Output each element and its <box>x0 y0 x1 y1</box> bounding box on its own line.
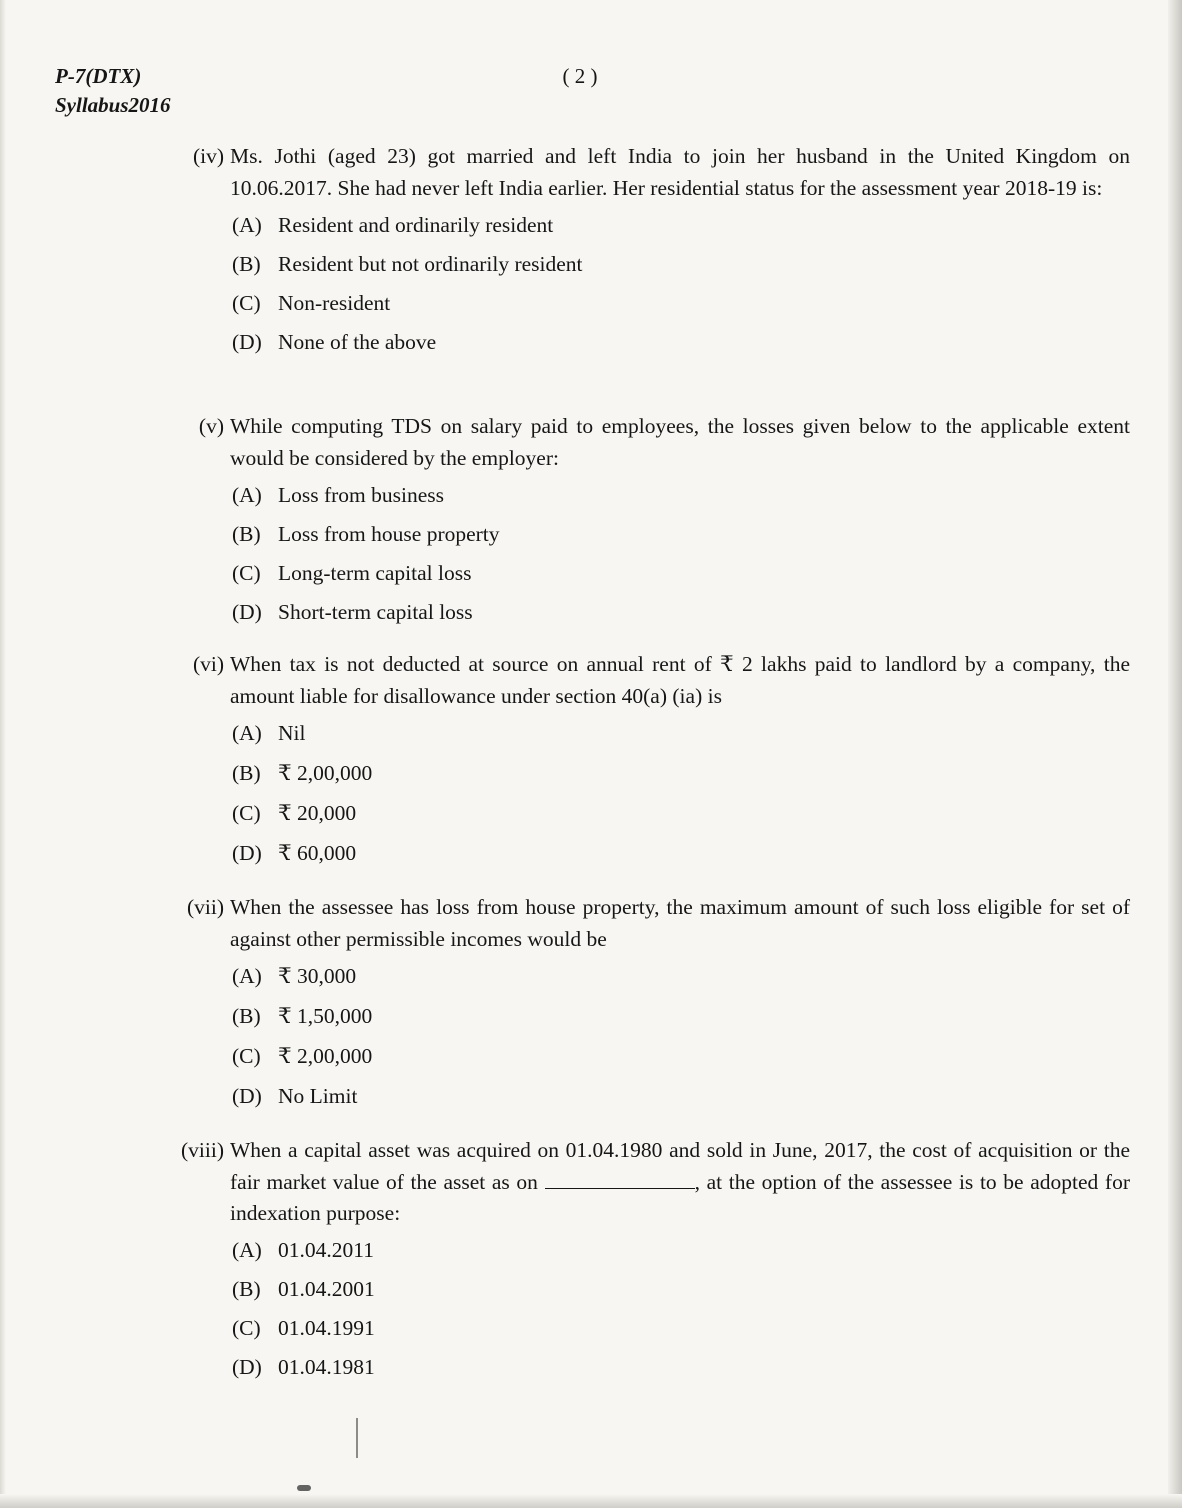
option-label: (A) <box>232 482 262 507</box>
page-edge-shadow <box>0 1494 1182 1508</box>
option-text: Short-term capital loss <box>278 599 473 624</box>
fill-in-blank[interactable] <box>545 1170 695 1189</box>
option-label: (C) <box>232 1044 261 1069</box>
option-text: ₹ 60,000 <box>278 841 357 866</box>
option-text: Resident and ordinarily resident <box>278 212 554 237</box>
option-text: Loss from business <box>278 482 445 507</box>
option-text: Loss from house property <box>278 521 500 546</box>
question-v <box>150 411 1130 632</box>
question-number: (vii) <box>186 895 224 919</box>
option-text: ₹ 2,00,000 <box>278 1044 373 1069</box>
option-text: None of the above <box>278 329 437 354</box>
option-a[interactable] <box>232 1232 1130 1271</box>
page-edge-shadow <box>1168 0 1182 1508</box>
option-a[interactable] <box>232 957 1130 997</box>
option-text: No Limit <box>278 1084 358 1109</box>
option-list <box>232 476 1130 632</box>
question-text: When tax is not deducted at source on annual rent of ₹ 2 lakhs paid to landlord by a company, the amount liable for disallowance under section 40(a) (ia) is <box>230 652 1130 708</box>
paper-header <box>55 62 171 120</box>
syllabus-label: Syllabus2016 <box>55 93 171 117</box>
question-vii <box>150 892 1130 1117</box>
question-text-part: When a capital asset was acquired on 01.04.1980 and sold in June, 2017, the cost of acquisition or the fair market value of the asset as on <box>230 1138 1130 1194</box>
option-text: Resident but not ordinarily resident <box>278 251 583 276</box>
option-label: (D) <box>232 599 262 624</box>
question-number: (v) <box>198 414 224 438</box>
option-label: (A) <box>232 721 262 746</box>
option-c[interactable] <box>232 554 1130 593</box>
option-d[interactable] <box>232 1077 1130 1117</box>
option-label: (A) <box>232 1238 262 1263</box>
question-text-part: , at the option of the assessee is to be adopted for indexation purpose: <box>230 1169 1131 1225</box>
option-c[interactable] <box>232 1037 1130 1077</box>
option-a[interactable] <box>232 714 1130 754</box>
option-a[interactable] <box>232 206 1130 245</box>
option-text: 01.04.1991 <box>278 1316 375 1341</box>
option-label: (B) <box>232 1004 261 1029</box>
scan-artifact <box>297 1485 311 1491</box>
page-number: ( 2 ) <box>562 64 598 88</box>
option-label: (D) <box>232 329 262 354</box>
option-d[interactable] <box>232 323 1130 362</box>
question-text: While computing TDS on salary paid to employees, the losses given below to the applicable extent would be considered by the employer: <box>230 414 1130 470</box>
option-text: ₹ 30,000 <box>278 964 357 989</box>
question-text: When the assessee has loss from house property, the maximum amount of such loss eligible for set of against other permissible incomes would be <box>230 895 1130 951</box>
question-viii <box>150 1135 1130 1388</box>
question-number: (iv) <box>192 144 224 168</box>
option-label: (B) <box>232 251 261 276</box>
option-label: (C) <box>232 1316 261 1341</box>
option-label: (D) <box>232 841 262 866</box>
option-list <box>232 714 1130 874</box>
option-label: (C) <box>232 290 261 315</box>
paper-code: P-7(DTX) <box>55 64 142 88</box>
page-edge-shadow <box>0 0 6 1508</box>
option-d[interactable] <box>232 1349 1130 1388</box>
option-label: (B) <box>232 761 261 786</box>
option-text: Non-resident <box>278 290 391 315</box>
option-b[interactable] <box>232 245 1130 284</box>
question-vi <box>150 649 1130 874</box>
option-text: ₹ 20,000 <box>278 801 357 826</box>
option-text: ₹ 1,50,000 <box>278 1004 373 1029</box>
option-b[interactable] <box>232 515 1130 554</box>
option-a[interactable] <box>232 476 1130 515</box>
option-d[interactable] <box>232 593 1130 632</box>
option-label: (D) <box>232 1355 262 1380</box>
option-c[interactable] <box>232 284 1130 323</box>
question-text <box>230 1135 1130 1230</box>
option-label: (C) <box>232 801 261 826</box>
question-text: Ms. Jothi (aged 23) got married and left India to join her husband in the United Kingdom on 10.06.2017. She had never left India earlier. Her residential status for the assessment year 2018-19 is: <box>230 144 1130 200</box>
option-label: (A) <box>232 964 262 989</box>
question-iv <box>150 141 1130 362</box>
option-b[interactable] <box>232 1271 1130 1310</box>
option-label: (D) <box>232 1084 262 1109</box>
option-list <box>232 957 1130 1117</box>
option-label: (A) <box>232 212 262 237</box>
option-list <box>232 206 1130 362</box>
option-c[interactable] <box>232 1310 1130 1349</box>
option-text: Nil <box>278 721 306 746</box>
option-text: 01.04.2011 <box>278 1238 374 1263</box>
option-text: ₹ 2,00,000 <box>278 761 373 786</box>
option-b[interactable] <box>232 754 1130 794</box>
option-b[interactable] <box>232 997 1130 1037</box>
option-text: 01.04.2001 <box>278 1277 375 1302</box>
scan-artifact <box>356 1418 358 1458</box>
question-number: (vi) <box>192 652 224 676</box>
option-label: (B) <box>232 521 261 546</box>
option-c[interactable] <box>232 794 1130 834</box>
option-label: (C) <box>232 560 261 585</box>
option-text: 01.04.1981 <box>278 1355 375 1380</box>
option-list <box>232 1232 1130 1388</box>
question-number: (viii) <box>181 1138 224 1162</box>
option-text: Long-term capital loss <box>278 560 472 585</box>
option-d[interactable] <box>232 834 1130 874</box>
option-label: (B) <box>232 1277 261 1302</box>
